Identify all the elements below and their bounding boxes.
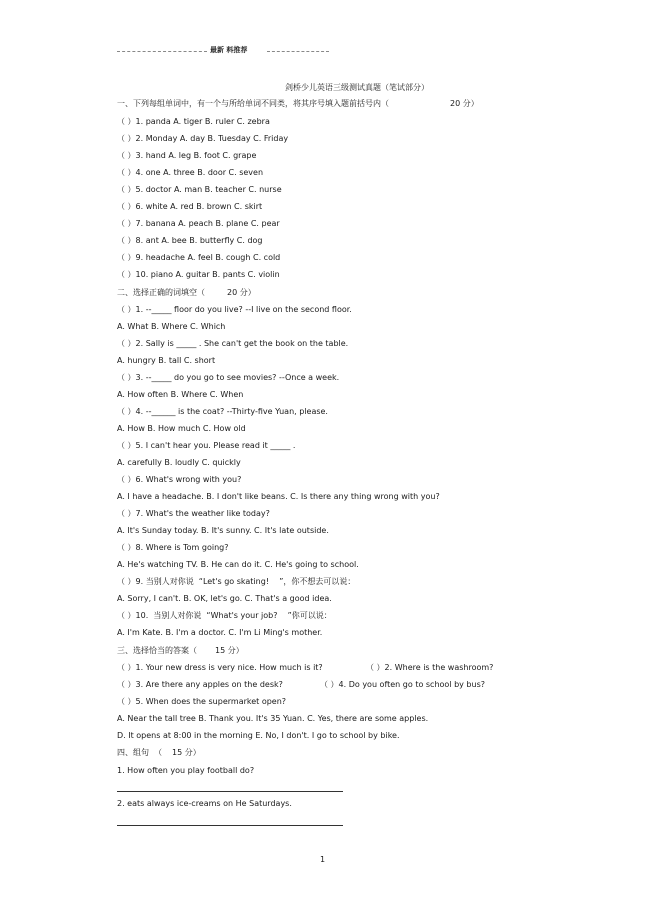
options-line: A. Near the tall tree B. Thank you. It's 35 Yuan. C. Yes, there are some apples. [117, 714, 429, 723]
page-header [117, 45, 329, 59]
question-line: （ ）1. Your new dress is very nice. How much is it? [117, 663, 323, 672]
question-line: （ ）1. --_____ floor do you live? --I live on the second floor. [117, 305, 352, 314]
question-line: （ ）3. hand A. leg B. foot C. grape [117, 151, 257, 160]
options-line: A. How B. How much C. How old [117, 424, 246, 433]
question-line: （ ）4. one A. three B. door C. seven [117, 168, 264, 177]
options-line: A. He's watching TV. B. He can do it. C. He's going to school. [117, 560, 359, 569]
section3-heading: 三、选择恰当的答案（ 15 分） [117, 646, 244, 655]
header-text: 最新 料推荐 [210, 46, 248, 54]
question-line: （ ）2. Where is the washroom? [366, 663, 494, 672]
options-line: A. carefully B. loudly C. quickly [117, 458, 241, 467]
question-line: （ ）3. Are there any apples on the desk? [117, 680, 283, 689]
options-line: A. Sorry, I can't. B. OK, let's go. C. That's a good idea. [117, 594, 332, 603]
section4-heading: 四、组句 （ 15 分） [117, 748, 201, 757]
document-title: 剑桥少儿英语三级测试真题（笔试部分） [285, 83, 429, 92]
options-line: A. hungry B. tall C. short [117, 356, 216, 365]
question-line: （ ）9. 当别人对你说 “Let's go skating! ”，你不想去可以说： [117, 577, 356, 586]
question-line: （ ）10. piano A. guitar B. pants C. violin [117, 270, 280, 279]
question-line: （ ）5. I can't hear you. Please read it _____ . [117, 441, 296, 450]
options-line: A. How often B. Where C. When [117, 390, 244, 399]
question-line: （ ）10. 当别人对你说 “What's your job? ”你可以说： [117, 611, 332, 620]
answer-line [117, 825, 343, 826]
question-line: （ ）3. --_____ do you go to see movies? --Once a week. [117, 373, 340, 382]
options-line: A. I'm Kate. B. I'm a doctor. C. I'm Li Ming's mother. [117, 628, 323, 637]
answer-line [117, 791, 343, 792]
question-line: （ ）1. panda A. tiger B. ruler C. zebra [117, 117, 270, 126]
question-line: （ ）6. What's wrong with you? [117, 475, 242, 484]
question-line: （ ）9. headache A. feel B. cough C. cold [117, 253, 281, 262]
options-line: A. What B. Where C. Which [117, 322, 226, 331]
header-dash-left [117, 51, 207, 52]
header-dash-right [267, 51, 329, 52]
question-line: （ ）8. ant A. bee B. butterfly C. dog [117, 236, 263, 245]
options-line: A. It's Sunday today. B. It's sunny. C. It's late outside. [117, 526, 329, 535]
section2-heading: 二、选择正确的词填空（ 20 分） [117, 288, 256, 297]
options-line: D. It opens at 8:00 in the morning E. No, I don't. I go to school by bike. [117, 731, 400, 740]
question-line: （ ）4. Do you often go to school by bus? [320, 680, 485, 689]
question-line: （ ）7. banana A. peach B. plane C. pear [117, 219, 280, 228]
question-line: （ ）8. Where is Tom going? [117, 543, 229, 552]
question-line: （ ）2. Sally is _____ . She can't get the book on the table. [117, 339, 349, 348]
page-number: 1 [320, 855, 326, 864]
section1-heading: 一、下列每组单词中，有一个与所给单词不同类，将其序号填入题前括号内（ 20 分） [117, 99, 479, 108]
question-line: （ ）7. What's the weather like today? [117, 509, 270, 518]
question-line: （ ）2. Monday A. day B. Tuesday C. Friday [117, 134, 289, 143]
question-line: （ ）4. --______ is the coat? --Thirty-five Yuan, please. [117, 407, 328, 416]
question-line: 1. How often you play football do? [117, 766, 255, 775]
question-line: 2. eats always ice-creams on He Saturdays. [117, 799, 292, 808]
question-line: （ ）6. white A. red B. brown C. skirt [117, 202, 263, 211]
options-line: A. I have a headache. B. I don't like beans. C. Is there any thing wrong with you? [117, 492, 440, 501]
question-line: （ ）5. When does the supermarket open? [117, 697, 287, 706]
question-line: （ ）5. doctor A. man B. teacher C. nurse [117, 185, 282, 194]
